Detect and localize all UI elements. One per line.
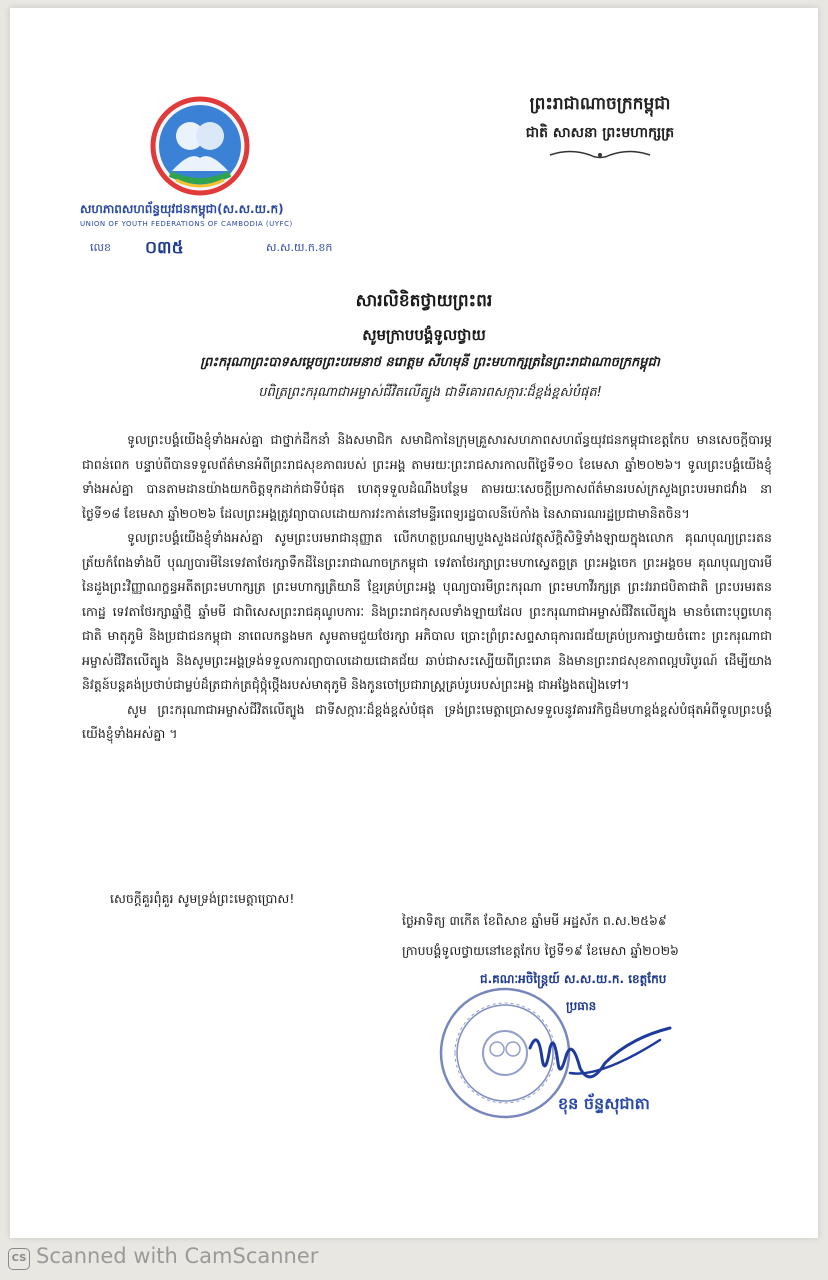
signer-name: ខុន ច័ន្ទសុជាតា <box>558 1094 650 1113</box>
body-paragraph-2: ទូលព្រះបង្គំយើងខ្ញុំទាំងអស់គ្នា សូមព្រះបរមរាជានុញ្ញាត លើកហត្ថប្រណម្យបួងសួងដល់វត្ថុស័ក្តិសិទ្ធិទាំងឡាយក្នុងលោក គុណបុណ្យព្រះរតនត្រ័យកំពែងទាំងបី បុណ្យបារមីនៃទេវតាថែរក្សាទឹកដីនៃព្រះរាជាណាចក្រកម្ពុជា ទេវតាថែរក្សាព្រះមហាស្វេតច្ឆត្រ ព្រះអង្គចេក ព្រះអង្គចម គុណបុណ្យបារមីនៃដួងព្រះវិញ្ញាណក្ខន្ធអតីតព្រះមហាក្សត្រ ព្រះមហាក្សត្រិយានី ខ្មែរគ្រប់ព្រះអង្គ បុណ្យបារមីព្រះករុណា ព្រះមហាវីរក្សត្រ ព្រះវររាជបិតាជាតិ ព្រះបរមរតនកោដ្ឋ ទេវតាថែរក្សាឆ្នាំថ្មី ឆ្នាំមមី ជាពិសេសព្រះរាជគុណូបការៈ និងព្រះរាជកុសលទាំងឡាយដែល ព្រះករុណាជាអម្ចាស់ជីវិតលើត្បូង មានចំពោះបុព្វហេតុជាតិ មាតុភូមិ និងប្រជាជនកម្ពុជា នាពេលកន្លងមក សូមតាមជួយថែរក្សា អភិបាល ប្រោះព្រំព្រះសព្ទសាធុការពរជ័យគ្រប់ប្រការថ្វាយចំពោះ ព្រះករុណាជាអម្ចាស់ជីវិតលើត្បូង និងសូមព្រះអង្គទ្រង់ទទួលការព្យាបាលដោយជោគជ័យ ឆាប់ជាសះស្បើយពីព្រះរោគ និងមានព្រះរាជសុខភាពល្អបរិបូរណ៍ ដើម្បីយាងនិវត្តន៍បន្តគង់ប្រថាប់ជាម្លប់ដ៏ត្រជាក់ត្រជុំថ្កុំថ្កើងរបស់មាតុភូមិ និងកូនចៅប្រជារាស្ត្រគ្រប់រូបរបស់ព្រះអង្គ ជាអង្វែងតរៀងទៅ។ <box>82 530 772 692</box>
lunar-date: ថ្ងៃអាទិត្យ ៣កើត ខែពិសាខ ឆ្នាំមមី អដ្ឋស័ក ព.ស.២៥៦៩ <box>402 913 667 928</box>
closing-line: សេចក្តីគួរពុំគួរ សូមទ្រង់ព្រះមេត្តាប្រោស! <box>110 891 295 906</box>
reference-number-line <box>90 237 370 259</box>
letter-addressee-line2: បពិត្រព្រះករុណាជាអម្ចាស់ជីវិតលើត្បូង ជាទីគោរពសក្ការៈដ៏ខ្ពង់ខ្ពស់បំផុត! <box>258 385 602 400</box>
national-motto: ជាតិ សាសនា ព្រះមហាក្សត្រ <box>525 125 675 141</box>
camscanner-logo-icon: CS <box>8 1248 30 1270</box>
kingdom-heading: ព្រះរាជាណាចក្រកម្ពុជា <box>529 94 671 114</box>
reference-suffix: ស.ស.យ.ក.ខក <box>266 241 333 254</box>
camscanner-text: Scanned with CamScanner <box>36 1244 319 1268</box>
handwritten-signature <box>510 1018 680 1098</box>
place-date: ក្រាបបង្គំទូលថ្វាយនៅខេត្តកែប ថ្ងៃទី១៩ ខែមេសា ឆ្នាំ២០២៦ <box>402 943 679 958</box>
organization-logo <box>150 96 250 196</box>
letter-subtitle: សូមក្រាបបង្គំទូលថ្វាយ <box>362 326 486 344</box>
letter-addressee: ព្រះករុណាព្រះបាទសម្តេចព្រះបរមនាថ នរោត្តម សីហមុនី ព្រះមហាក្សត្រនៃព្រះរាជាណាចក្រកម្ពុជា <box>200 355 660 370</box>
letter-body <box>82 428 772 747</box>
organization-name-english: UNION OF YOUTH FEDERATIONS OF CAMBODIA (UYFC) <box>80 220 293 228</box>
ornament-divider <box>540 148 660 165</box>
signer-role: ប្រធាន <box>566 999 597 1013</box>
signer-organization: ជ.គណៈអចិន្ត្រៃយ៍ ស.ស.យ.ក. ខេត្តកែប <box>480 972 667 986</box>
camscanner-watermark <box>8 1244 408 1272</box>
reference-number: ០៣៥ <box>145 238 184 258</box>
letter-page <box>10 8 818 1238</box>
body-paragraph-3: សូម ព្រះករុណាជាអម្ចាស់ជីវិតលើត្បូង ជាទីសក្ការៈដ៏ខ្ពង់ខ្ពស់បំផុត ទ្រង់ព្រះមេត្តាប្រោសទទួលនូវគារវកិច្ចដ៏មហាខ្ពង់ខ្ពស់បំផុតអំពីទូលព្រះបង្គំយើងខ្ញុំទាំងអស់គ្នា ។ <box>82 701 772 741</box>
organization-name: សហភាពសហព័ន្ធយុវជនកម្ពុជា(ស.ស.យ.ក) <box>80 202 284 216</box>
body-paragraph-1: ទូលព្រះបង្គំយើងខ្ញុំទាំងអស់គ្នា ជាថ្នាក់ដឹកនាំ និងសមាជិក សមាជិកានៃក្រុមគ្រួសារសហភាពសហព័ន្ធយុវជនកម្ពុជាខេត្តកែប មានសេចក្តីបារម្ភជាពន់ពេក បន្ទាប់ពីបានទទួលព័ត៌មានអំពីព្រះរាជសុខភាពរបស់ ព្រះអង្គ តាមរយៈព្រះរាជសារកាលពីថ្ងៃទី១០ ខែមេសា ឆ្នាំ២០២៦។ ទូលព្រះបង្គំយើងខ្ញុំទាំងអស់គ្នា បានតាមដានយ៉ាងយកចិត្តទុកដាក់ជាទីបំផុត ហេតុទទួលដំណឹងបន្ថែម តាមរយៈសេចក្តីប្រកាសព័ត៌មានរបស់ក្រសួងព្រះបរមរាជវាំង នាថ្ងៃទី១៨ ខែមេសា ឆ្នាំ២០២៦ ដែលព្រះអង្គត្រូវព្យាបាលដោយការវះកាត់នៅមន្ទីរពេទ្យរដ្ឋបាលនីប៉េកាំង នៃសាធារណរដ្ឋប្រជាមានិតចិន។ <box>82 432 772 521</box>
letter-title: សារលិខិតថ្វាយព្រះពរ <box>355 291 493 311</box>
reference-label: លេខ <box>90 241 111 254</box>
